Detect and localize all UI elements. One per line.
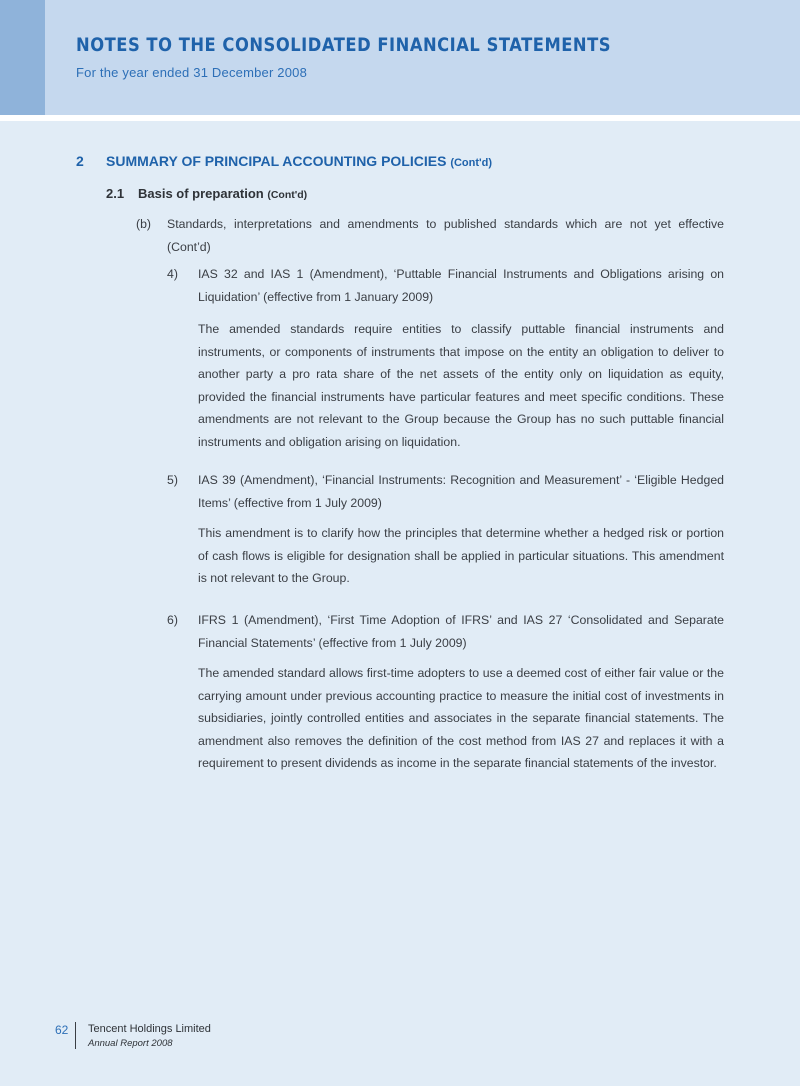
page-number: 62 xyxy=(55,1023,69,1037)
item-5-marker: 5) xyxy=(167,473,178,487)
header-divider xyxy=(0,115,800,121)
page-subtitle: For the year ended 31 December 2008 xyxy=(76,65,308,80)
header-band xyxy=(0,0,800,115)
item-6-body: The amended standard allows first-time adopters to use a deemed cost of either fair value or the carrying amount under previous accounting practice to measure the initial cost of investments in subsidiaries, jointly controlled entities and associates in the separate financial statements. The amendment also removes the definition of the cost method from IAS 27 and replaces it with a requirement to present dividends as income in the separate financial statements of the investor. xyxy=(198,666,724,770)
item-5-body: This amendment is to clarify how the principles that determine whether a hedged risk or portion of cash flows is eligible for designation shall be applied in particular situations. This amendment is not relevant to the Group. xyxy=(198,526,724,585)
footer-divider xyxy=(75,1022,76,1049)
item-b-text: Standards, interpretations and amendments to published standards which are not yet effective (Cont’d) xyxy=(167,217,724,254)
item-4-heading: IAS 32 and IAS 1 (Amendment), ‘Puttable Financial Instruments and Obligations arising on Liquidation’ (effective from 1 January 2009) xyxy=(198,267,724,304)
header-tab xyxy=(0,0,45,115)
item-6-marker: 6) xyxy=(167,613,178,627)
item-4-marker: 4) xyxy=(167,267,178,281)
subsection-number: 2.1 xyxy=(106,186,125,201)
section-heading xyxy=(76,153,492,169)
footer-company: Tencent Holdings Limited xyxy=(88,1023,211,1035)
item-b-marker: (b) xyxy=(136,217,152,231)
footer-report-name: Annual Report 2008 xyxy=(88,1038,173,1049)
section-number: 2 xyxy=(76,153,84,169)
page-title: NOTES TO THE CONSOLIDATED FINANCIAL STATEMENTS xyxy=(76,34,612,56)
subsection-title: Basis of preparation xyxy=(138,186,264,201)
subsection-heading xyxy=(106,186,307,201)
item-6-heading: IFRS 1 (Amendment), ‘First Time Adoption of IFRS’ and IAS 27 ‘Consolidated and Separate Financial Statements’ (effective from 1 July 2009) xyxy=(198,613,724,650)
section-suffix: (Cont'd) xyxy=(450,157,493,169)
item-5-heading: IAS 39 (Amendment), ‘Financial Instruments: Recognition and Measurement’ - ‘Eligible Hedged Items’ (effective from 1 July 2009) xyxy=(198,473,724,510)
subsection-suffix: (Cont'd) xyxy=(267,189,308,201)
section-title: SUMMARY OF PRINCIPAL ACCOUNTING POLICIES xyxy=(106,153,447,169)
item-4-body: The amended standards require entities to classify puttable financial instruments and instruments, or components of instruments that impose on the entity an obligation to deliver to another party a pro rata share of the net assets of the entity only on liquidation as equity, provided the financial instruments have particular features and meet specific conditions. These amendments are not relevant to the Group because the Group has no such puttable financial instruments and obligation arising on liquidation. xyxy=(198,322,724,449)
